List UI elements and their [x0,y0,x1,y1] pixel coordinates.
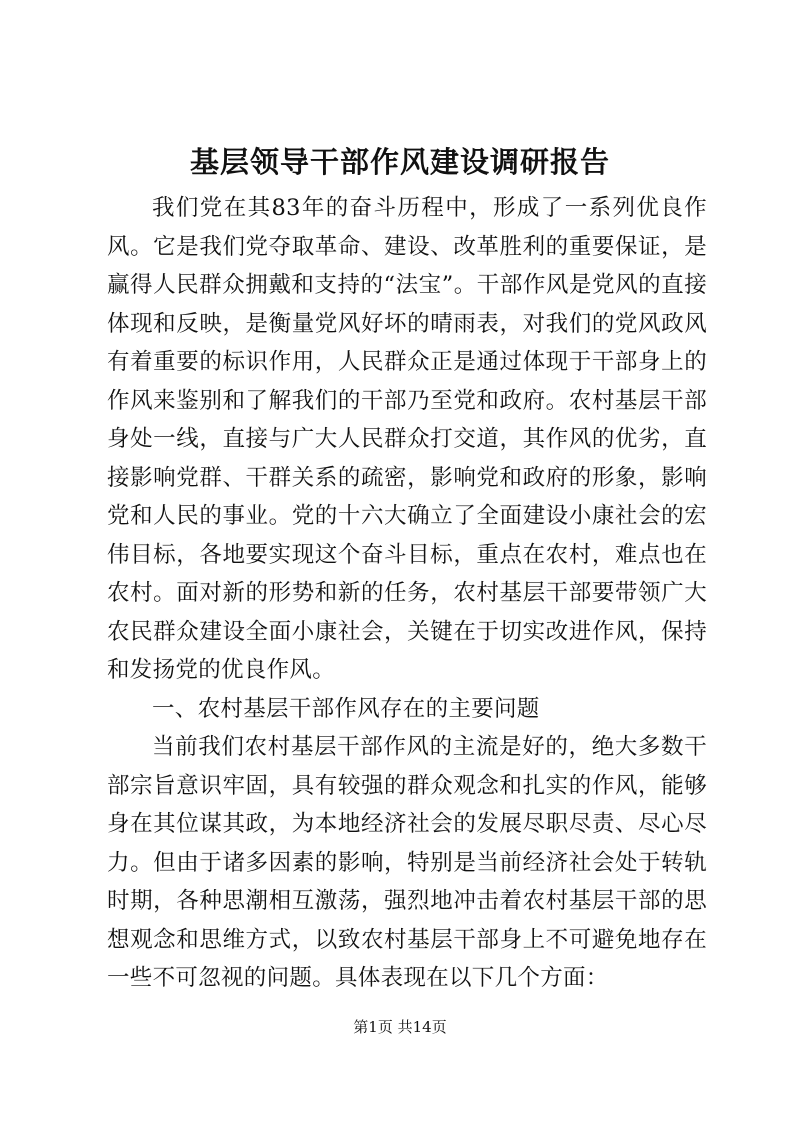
page-number-footer: 第1页 共14页 [353,1018,447,1036]
section-heading: 一、农村基层干部作风存在的主要问题 [152,695,540,722]
document-title: 基层领导干部作风建设调研报告 [189,145,610,179]
intro-paragraph: 我们党在其83年的奋斗历程中，形成了一系列优良作风。它是我们党夺取革命、建设、改革胜利的重要保证，是赢得人民群众拥戴和支持的“法宝”。干部作风是党风的直接体现和反映，是衡量党风好坏的晴雨表，对我们的党风政风有着重要的标识作用，人民群众正是通过体现于干部身上的作风来鉴别和了解我们的干部乃至党和政府。农村基层干部身处一线，直接与广大人民群众打交道，其作风的优劣，直接影响党群、干群关系的疏密，影响党和政府的形象，影响党和人民的事业。党的十六大确立了全面建设小康社会的宏伟目标，各地要实现这个奋斗目标，重点在农村，难点也在农村。面对新的形势和新的任务，农村基层干部要带领广大农民群众建设全面小康社会，关键在于切实改进作风，保持和发扬党的优良作风。 [107,195,707,683]
document-body [107,189,707,998]
section-paragraph: 当前我们农村基层干部作风的主流是好的，绝大多数干部宗旨意识牢固，具有较强的群众观念和扎实的作风，能够身在其位谋其政，为本地经济社会的发展尽职尽责、尽心尽力。但由于诸多因素的影响，特别是当前经济社会处于转轨时期，各种思潮相互激荡，强烈地冲击着农村基层干部的思想观念和思维方式，以致农村基层干部身上不可避免地存在一些不可忽视的问题。具体表现在以下几个方面： [107,734,707,991]
